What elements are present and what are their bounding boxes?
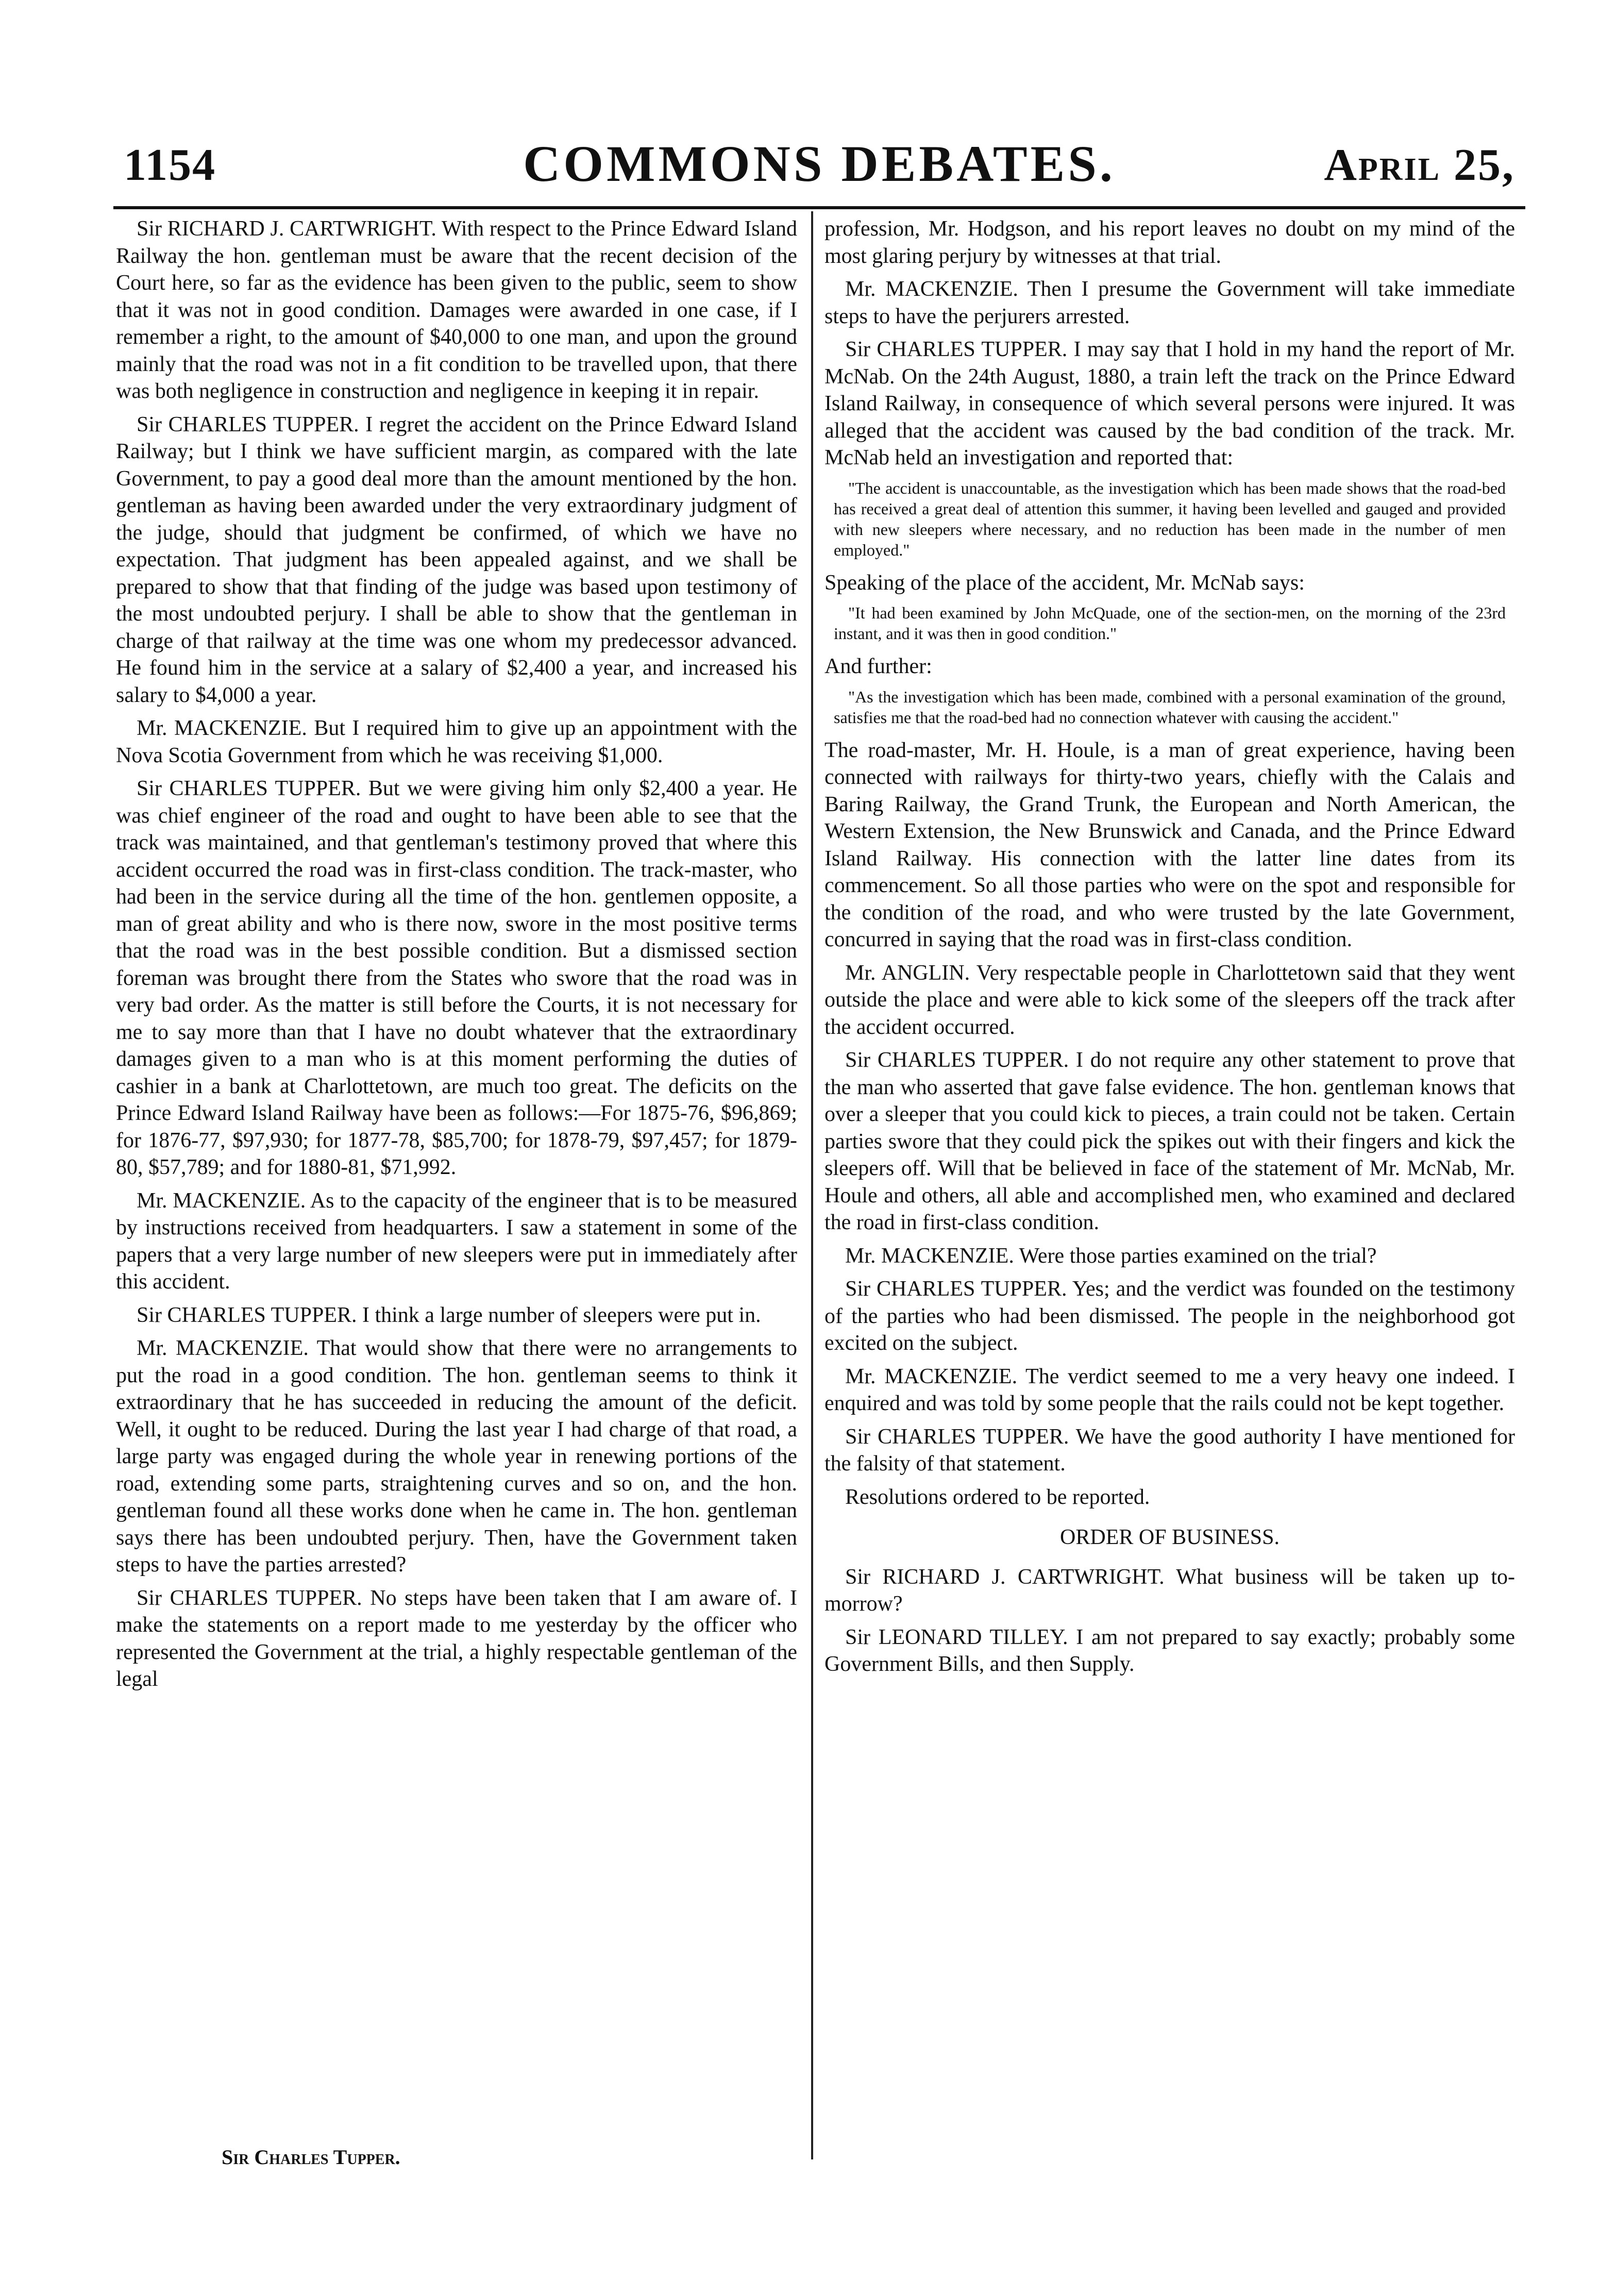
page-number: 1154 — [124, 140, 216, 190]
paragraph: Speaking of the place of the accident, Mr. McNab says: — [824, 571, 1305, 595]
paragraph: Sir RICHARD J. CARTWRIGHT. With respect to the Prince Edward Island Railway the hon. gentleman must be aware that the recent decision of the Court here, so far as the evidence has been given to the public, seem to show that it was not in good condition. Damages were awarded in one case, if I remember a right, to the amount of $40,000 to one man, and upon the ground mainly that the road was not in a fit condition to be travelled upon, that there was both negligence in construction and negligence in keeping it in repair. — [116, 217, 797, 403]
header-rule — [113, 206, 1525, 209]
right-column — [824, 215, 1515, 1684]
block-quote: "The accident is unaccountable, as the investigation which has been made shows that the road-bed has received a great deal of attention this summer, it having been levelled and gauged and provided with new sleepers where necessary, and no reduction has been made in the number of men employed." — [834, 478, 1506, 559]
paragraph: Sir CHARLES TUPPER. I do not require any other statement to prove that the man who asserted that gave false evidence. The hon. gentleman knows that over a sleeper that you could kick to pieces, a train could not be taken. Certain parties swore that they could pick the spikes out with their fingers and kick the sleepers off. Will that be believed in face of the statement of Mr. McNab, Mr. Houle and others, all able and accomplished men, who examined and declared the road in first-class condition. — [824, 1048, 1515, 1234]
paragraph: Mr. MACKENZIE. As to the capacity of the engineer that is to be measured by instructions received from headquarters. I saw a statement in some of the papers that a very large number of new sleepers were put in immediately after this accident. — [116, 1188, 797, 1294]
catchword: Sir Charles Tupper. — [222, 2146, 400, 2169]
page-header — [124, 119, 1515, 206]
page-title: COMMONS DEBATES. — [523, 135, 1116, 192]
paragraph: Mr. MACKENZIE. Were those parties examined on the trial? — [845, 1244, 1377, 1268]
paragraph: Sir CHARLES TUPPER. No steps have been taken that I am aware of. I make the statements on a report made to me yesterday by the officer who represented the Government at the trial, a highly respectable gentleman of the legal — [116, 1586, 797, 1691]
paragraph: Sir CHARLES TUPPER. I think a large number of sleepers were put in. — [137, 1303, 761, 1327]
paragraph: Mr. MACKENZIE. The verdict seemed to me a very heavy one indeed. I enquired and was told by some people that the rails could not be kept together. — [824, 1364, 1515, 1415]
page-date: April 25, — [1324, 140, 1515, 190]
paragraph: Sir CHARLES TUPPER. I regret the accident on the Prince Edward Island Railway; but I think we have sufficient margin, as compared with the late Government, to pay a good deal more than the amount mentioned by the hon. gentleman as having been awarded under the very extraordinary judgment of the judge, should that judgment be confirmed, of which we have no expectation. That judgment has been appealed against, and we shall be prepared to show that that finding of the judge was based upon testimony of the most undoubted perjury. I shall be able to show that the gentleman in charge of that railway at the time was one whom my predecessor advanced. He found him in the service at a salary of $2,400 a year, and increased his salary to $4,000 a year. — [116, 412, 797, 707]
left-column — [116, 215, 797, 1699]
paragraph: Sir CHARLES TUPPER. We have the good authority I have mentioned for the falsity of that statement. — [824, 1424, 1515, 1476]
paragraph: Sir CHARLES TUPPER. I may say that I hold in my hand the report of Mr. McNab. On the 24th August, 1880, a train left the track on the Prince Edward Island Railway, in consequence of which several persons were injured. It was alleged that the accident was caused by the bad condition of the track. Mr. McNab held an investigation and reported that: — [824, 338, 1515, 470]
paragraph: Sir CHARLES TUPPER. Yes; and the verdict was founded on the testimony of the parties who had been dismissed. The people in the neighborhood got excited on the subject. — [824, 1277, 1515, 1355]
block-quote: "It had been examined by John McQuade, one of the section-men, on the morning of the 23rd instant, and it was then in good condition." — [834, 604, 1506, 643]
paragraph: Sir RICHARD J. CARTWRIGHT. What business will be taken up to-morrow? — [824, 1565, 1515, 1616]
paragraph: Mr. MACKENZIE. But I required him to give up an appointment with the Nova Scotia Government from which he was receiving $1,000. — [116, 716, 797, 767]
block-quote: "As the investigation which has been made, combined with a personal examination of the ground, satisfies me that the road-bed had no connection whatever with causing the accident." — [834, 687, 1506, 727]
paragraph: Mr. MACKENZIE. Then I presume the Government will take immediate steps to have the perjurers arrested. — [824, 277, 1515, 328]
paragraph: Mr. ANGLIN. Very respectable people in Charlottetown said that they went outside the place and were able to kick some of the sleepers off the track after the accident occurred. — [824, 961, 1515, 1039]
paragraph: And further: — [824, 655, 932, 678]
paragraph: Sir CHARLES TUPPER. But we were giving him only $2,400 a year. He was chief engineer of the road and ought to have been able to see that the track was maintained, and that gentleman's testimony proved that where this accident occurred the road was in first-class condition. The track-master, who had been in the service during all the time of the hon. gentlemen opposite, a man of great ability and who is there now, swore in the most positive terms that the road was in the best possible condition. But a dismissed section foreman was brought there from the States who swore that the road was in very bad order. As the matter is still before the Courts, it is not necessary for me to say more than that I have no doubt whatever that the extraordinary damages given to a man who is at this moment performing the duties of cashier in a bank at Charlottetown, are much too great. The deficits on the Prince Edward Island Railway have been as follows:—For 1875-76, $96,869; for 1876-77, $97,930; for 1877-78, $85,700; for 1878-79, $97,457; for 1879-80, $57,789; and for 1880-81, $71,992. — [116, 777, 797, 1179]
section-heading: ORDER OF BUSINESS. — [1060, 1526, 1280, 1549]
paragraph: Sir LEONARD TILLEY. I am not prepared to say exactly; probably some Government Bills, and then Supply. — [824, 1625, 1515, 1676]
paragraph: Mr. MACKENZIE. That would show that there were no arrangements to put the road in a good condition. The hon. gentleman seems to think it extraordinary that he has succeeded in reducing the amount of the deficit. Well, it ought to be reduced. During the last year I had charge of that road, a large party was engaged during the whole year in renewing portions of the road, extending some parts, straightening curves and so on, and the hon. gentleman found all these works done when he came in. The hon. gentleman says there has been undoubted perjury. Then, have the Government taken steps to have the parties arrested? — [116, 1336, 797, 1577]
paragraph: The road-master, Mr. H. Houle, is a man of great experience, having been connected with railways for thirty-two years, chiefly with the Calais and Baring Railway, the Grand Trunk, the European and North American, the Western Extension, the New Brunswick and Canada, and the Prince Edward Island Railway. His connection with the latter line dates from its commencement. So all those parties who were on the spot and responsible for the condition of the road, and who were trusted by the late Government, concurred in saying that the road was in first-class condition. — [824, 738, 1515, 951]
paragraph: profession, Mr. Hodgson, and his report leaves no doubt on my mind of the most glaring perjury by witnesses at that trial. — [824, 217, 1515, 268]
paragraph: Resolutions ordered to be reported. — [845, 1485, 1150, 1509]
column-divider — [811, 211, 813, 2159]
